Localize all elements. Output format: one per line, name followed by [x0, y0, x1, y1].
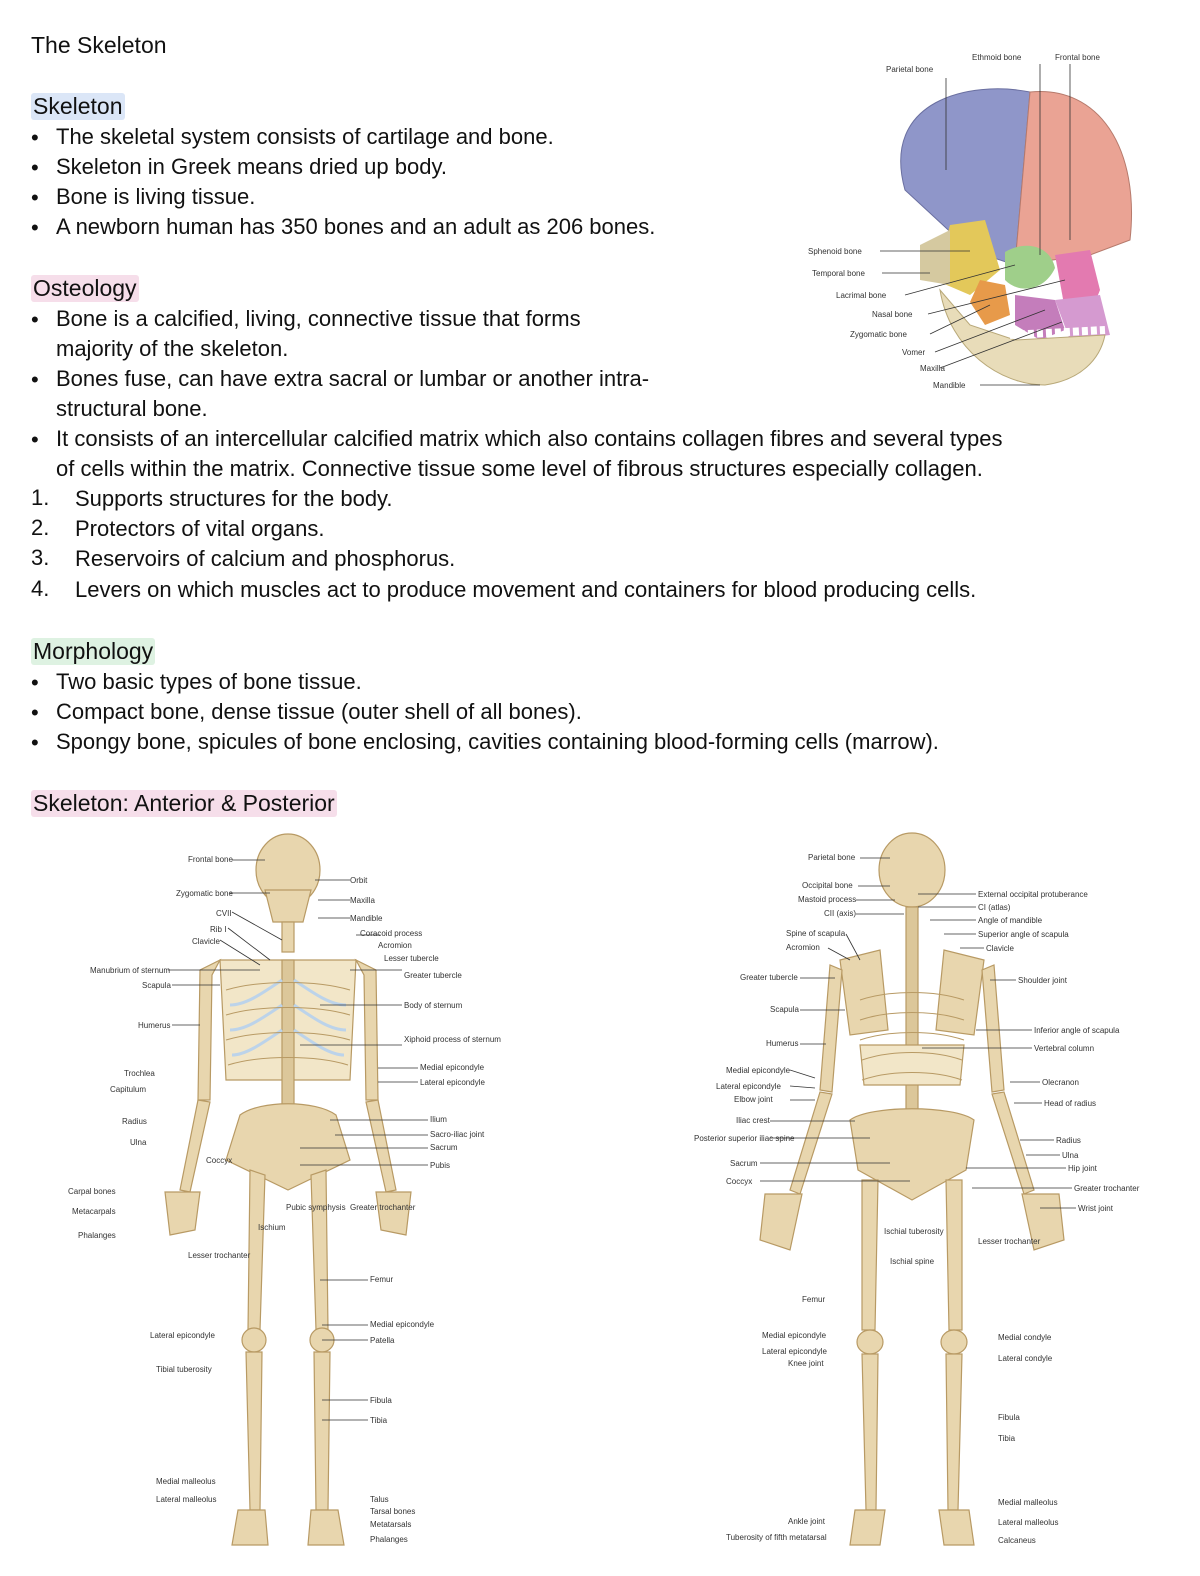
numbered-item: Levers on which muscles act to produce movement and containers for blood producing cells.: [75, 577, 977, 602]
posterior-label: Scapula: [770, 1005, 799, 1014]
posterior-label: Medial epicondyle: [762, 1331, 827, 1340]
posterior-label: Greater tubercle: [740, 973, 798, 982]
bullet-marker: •: [31, 427, 39, 452]
posterior-label: Inferior angle of scapula: [1034, 1026, 1120, 1035]
bullet-marker: •: [31, 307, 39, 332]
posterior-label: Lateral condyle: [998, 1354, 1053, 1363]
anterior-label: CVII: [216, 909, 232, 918]
anterior-label: Scapula: [142, 981, 171, 990]
posterior-label: Head of radius: [1044, 1099, 1097, 1108]
list-item: Bone is living tissue.: [56, 184, 256, 209]
posterior-label: Spine of scapula: [786, 929, 846, 938]
anterior-label: Manubrium of sternum: [90, 966, 171, 975]
anterior-label: Sacrum: [430, 1143, 458, 1152]
posterior-label: Radius: [1056, 1136, 1081, 1145]
posterior-label: Shoulder joint: [1018, 976, 1067, 985]
posterior-label: Tibia: [998, 1434, 1016, 1443]
anterior-label: Carpal bones: [68, 1187, 116, 1196]
list-item: Skeleton in Greek means dried up body.: [56, 154, 447, 179]
posterior-label: Medial epicondyle: [726, 1066, 791, 1075]
anterior-label: Humerus: [138, 1021, 171, 1030]
skull-label: Maxilla: [920, 364, 945, 373]
anterior-label: Coracoid process: [360, 929, 423, 938]
posterior-label: Humerus: [766, 1039, 799, 1048]
list-number: 4.: [31, 576, 50, 601]
anterior-label: Talus: [370, 1495, 389, 1504]
anterior-label: Ulna: [130, 1138, 147, 1147]
anterior-label: Radius: [122, 1117, 147, 1126]
posterior-label: Ankle joint: [788, 1517, 825, 1526]
list-number: 2.: [31, 515, 50, 540]
posterior-label: CII (axis): [824, 909, 856, 918]
posterior-label: Occipital bone: [802, 881, 853, 890]
list-number: 1.: [31, 485, 50, 510]
posterior-label: Ischial spine: [890, 1257, 935, 1266]
bullet-marker: •: [31, 155, 39, 180]
posterior-label: Greater trochanter: [1074, 1184, 1140, 1193]
posterior-label: Mastoid process: [798, 895, 857, 904]
anterior-label: Medial epicondyle: [420, 1063, 485, 1072]
posterior-label: Olecranon: [1042, 1078, 1079, 1087]
anterior-label: Metacarpals: [72, 1207, 116, 1216]
posterior-label: Hip joint: [1068, 1164, 1097, 1173]
anterior-label: Tibial tuberosity: [156, 1365, 212, 1374]
bullet-marker: •: [31, 185, 39, 210]
list-item: Two basic types of bone tissue.: [56, 669, 362, 694]
list-item: Bones fuse, can have extra sacral or lumbar or another intra-: [56, 366, 650, 391]
anterior-posterior-heading: Skeleton: Anterior & Posterior: [33, 790, 335, 816]
anterior-label: Lateral malleolus: [156, 1495, 217, 1504]
anterior-label: Mandible: [350, 914, 383, 923]
skull-figure: [800, 40, 1180, 410]
anterior-label: Rib I: [210, 925, 227, 934]
anterior-label: Clavicle: [192, 937, 221, 946]
skull-label: Lacrimal bone: [836, 291, 887, 300]
posterior-label: Ischial tuberosity: [884, 1227, 944, 1236]
skull-label: Temporal bone: [812, 269, 865, 278]
skull-label: Parietal bone: [886, 65, 934, 74]
posterior-label: Acromion: [786, 943, 820, 952]
anterior-label: Maxilla: [350, 896, 375, 905]
posterior-label: Lateral epicondyle: [762, 1347, 827, 1356]
posterior-label: Angle of mandible: [978, 916, 1043, 925]
list-item: A newborn human has 350 bones and an adult as 206 bones.: [56, 214, 656, 239]
list-item-continuation: majority of the skeleton.: [56, 336, 289, 361]
anterior-label: Ilium: [430, 1115, 447, 1124]
posterior-label: Clavicle: [986, 944, 1015, 953]
anterior-label: Orbit: [350, 876, 368, 885]
anterior-label: Tibia: [370, 1416, 388, 1425]
anterior-label: Phalanges: [78, 1231, 116, 1240]
posterior-label: Calcaneus: [998, 1536, 1036, 1545]
anterior-label: Medial epicondyle: [370, 1320, 435, 1329]
anterior-label: Ischium: [258, 1223, 286, 1232]
posterior-label: Iliac crest: [736, 1116, 770, 1125]
bullet-marker: •: [31, 367, 39, 392]
posterior-label: Lateral epicondyle: [716, 1082, 781, 1091]
posterior-label: Femur: [802, 1295, 826, 1304]
skull-label: Sphenoid bone: [808, 247, 862, 256]
posterior-label: Coccyx: [726, 1177, 753, 1186]
skull-label: Vomer: [902, 348, 926, 357]
list-number: 3.: [31, 545, 50, 570]
list-item: The skeletal system consists of cartilage and bone.: [56, 124, 554, 149]
bullet-marker: •: [31, 670, 39, 695]
posterior-label: Posterior superior iliac spine: [694, 1134, 795, 1143]
anterior-label: Tarsal bones: [370, 1507, 416, 1516]
anterior-label: Lesser trochanter: [188, 1251, 251, 1260]
list-item-continuation: of cells within the matrix. Connective tissue some level of fibrous structures especially collagen.: [56, 456, 983, 481]
posterior-label: Lesser trochanter: [978, 1237, 1041, 1246]
anterior-label: Medial malleolus: [156, 1477, 216, 1486]
morphology-heading: Morphology: [33, 638, 154, 664]
posterior-label: Sacrum: [730, 1159, 758, 1168]
posterior-label: CI (atlas): [978, 903, 1011, 912]
anterior-label: Xiphoid process of sternum: [404, 1035, 501, 1044]
anterior-label: Capitulum: [110, 1085, 147, 1094]
numbered-item: Supports structures for the body.: [75, 486, 393, 511]
anterior-label: Patella: [370, 1336, 395, 1345]
skull-label: Zygomatic bone: [850, 330, 907, 339]
posterior-label: Vertebral column: [1034, 1044, 1095, 1053]
list-item: Compact bone, dense tissue (outer shell of all bones).: [56, 699, 582, 724]
list-item-continuation: structural bone.: [56, 396, 208, 421]
anterior-label: Zygomatic bone: [176, 889, 233, 898]
anterior-label: Lateral epicondyle: [420, 1078, 485, 1087]
anterior-label: Lateral epicondyle: [150, 1331, 215, 1340]
posterior-skeleton-figure: [690, 830, 1170, 1570]
posterior-label: Parietal bone: [808, 853, 856, 862]
skull-label: Frontal bone: [1055, 53, 1100, 62]
skeleton-heading: Skeleton: [33, 93, 123, 119]
anterior-label: Metatarsals: [370, 1520, 412, 1529]
posterior-label: Tuberosity of fifth metatarsal: [726, 1533, 827, 1542]
bullet-marker: •: [31, 730, 39, 755]
anterior-label: Pubic symphysis: [286, 1203, 346, 1212]
anterior-label: Greater tubercle: [404, 971, 462, 980]
anterior-label: Lesser tubercle: [384, 954, 439, 963]
osteology-heading: Osteology: [33, 275, 137, 301]
posterior-label: Lateral malleolus: [998, 1518, 1059, 1527]
numbered-item: Reservoirs of calcium and phosphorus.: [75, 546, 456, 571]
skull-label: Nasal bone: [872, 310, 913, 319]
anterior-label: Phalanges: [370, 1535, 408, 1544]
anterior-label: Fibula: [370, 1396, 392, 1405]
numbered-item: Protectors of vital organs.: [75, 516, 325, 541]
anterior-label: Greater trochanter: [350, 1203, 416, 1212]
posterior-label: Ulna: [1062, 1151, 1079, 1160]
anterior-label: Sacro-iliac joint: [430, 1130, 485, 1139]
posterior-label: Knee joint: [788, 1359, 824, 1368]
posterior-label: Elbow joint: [734, 1095, 773, 1104]
posterior-label: Fibula: [998, 1413, 1020, 1422]
document-title: The Skeleton: [31, 32, 167, 58]
posterior-label: Wrist joint: [1078, 1204, 1113, 1213]
bullet-marker: •: [31, 215, 39, 240]
anterior-skeleton-figure: [60, 830, 530, 1570]
posterior-label: External occipital protuberance: [978, 890, 1088, 899]
anterior-label: Trochlea: [124, 1069, 155, 1078]
skull-label: Mandible: [933, 381, 966, 390]
posterior-label: Medial condyle: [998, 1333, 1052, 1342]
anterior-label: Pubis: [430, 1161, 451, 1170]
list-item: Bone is a calcified, living, connective tissue that forms: [56, 306, 581, 331]
list-item: It consists of an intercellular calcified matrix which also contains collagen fibres and several types: [56, 426, 1003, 451]
skull-label: Ethmoid bone: [972, 53, 1022, 62]
anterior-label: Body of sternum: [404, 1001, 463, 1010]
posterior-label: Medial malleolus: [998, 1498, 1058, 1507]
anterior-label: Coccyx: [206, 1156, 233, 1165]
bullet-marker: •: [31, 125, 39, 150]
anterior-label: Frontal bone: [188, 855, 233, 864]
anterior-label: Acromion: [378, 941, 412, 950]
anterior-label: Femur: [370, 1275, 394, 1284]
list-item: Spongy bone, spicules of bone enclosing, cavities containing blood-forming cells (marrow).: [56, 729, 939, 754]
posterior-label: Superior angle of scapula: [978, 930, 1069, 939]
bullet-marker: •: [31, 700, 39, 725]
